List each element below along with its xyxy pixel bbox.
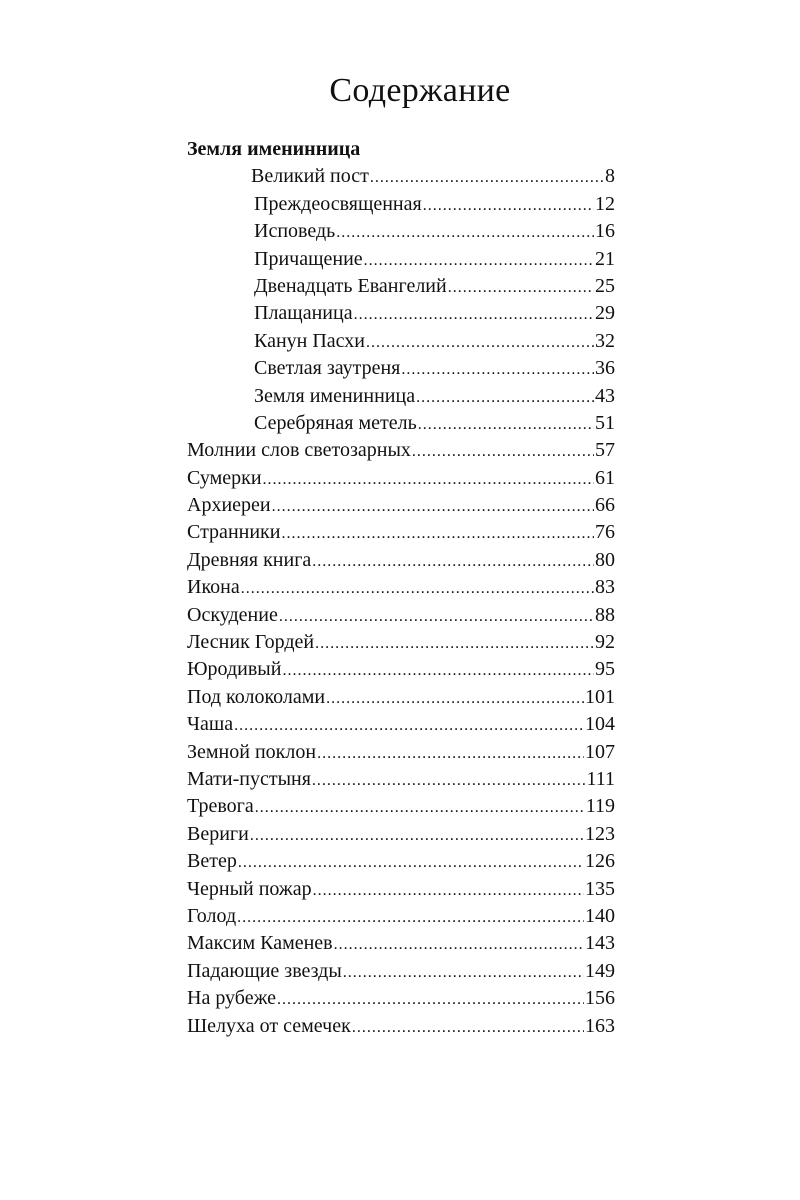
section-entries-list xyxy=(187,163,615,437)
page-title: Содержание xyxy=(329,72,511,109)
dot-leader xyxy=(279,603,594,630)
entry-page-number: 21 xyxy=(595,247,615,270)
entry-page-number: 51 xyxy=(595,411,615,434)
toc-entry xyxy=(187,848,615,875)
toc-entry xyxy=(187,821,615,848)
entry-page-number: 111 xyxy=(586,767,615,790)
entry-title: Сумерки xyxy=(187,466,262,489)
entry-page-number: 119 xyxy=(585,795,615,818)
dot-leader xyxy=(448,274,594,301)
toc-entry xyxy=(187,903,615,930)
entry-page-number: 36 xyxy=(595,357,615,380)
entry-title: Земля именинница xyxy=(254,384,416,407)
entry-title: Шелуха от семечек xyxy=(187,1014,351,1037)
dot-leader xyxy=(250,822,584,849)
entry-title: Вериги xyxy=(187,822,249,845)
toc-entry xyxy=(187,547,615,574)
toc-subentry xyxy=(187,218,615,245)
entry-title: Великий пост xyxy=(251,165,369,188)
dot-leader xyxy=(354,301,594,328)
entry-title: Древняя книга xyxy=(187,548,312,571)
entry-page-number: 163 xyxy=(585,1014,615,1037)
entry-title: На рубеже xyxy=(187,987,277,1010)
entry-title: Двенадцать Евангелий xyxy=(254,274,447,297)
dot-leader xyxy=(312,767,586,794)
dot-leader xyxy=(241,575,594,602)
dot-leader xyxy=(234,712,584,739)
entry-page-number: 57 xyxy=(595,439,615,462)
toc-entry xyxy=(187,492,615,519)
dot-leader xyxy=(343,959,584,986)
entry-page-number: 29 xyxy=(595,302,615,325)
entry-page-number: 25 xyxy=(595,274,615,297)
toc-subentry xyxy=(187,383,615,410)
entry-title: Лесник Гордей xyxy=(187,631,315,654)
entry-title: Голод xyxy=(187,904,237,927)
entry-page-number: 61 xyxy=(595,466,615,489)
entry-page-number: 66 xyxy=(595,494,615,517)
toc-entry xyxy=(187,876,615,903)
entry-page-number: 107 xyxy=(585,740,615,763)
toc-entry xyxy=(187,766,615,793)
dot-leader xyxy=(317,740,584,767)
dot-leader xyxy=(281,520,594,547)
entry-page-number: 140 xyxy=(585,904,615,927)
section-heading: Земля именинница xyxy=(187,138,361,160)
table-of-contents xyxy=(187,136,615,1040)
toc-subentry xyxy=(187,273,615,300)
entry-title: Плащаница xyxy=(254,302,353,325)
entry-page-number: 16 xyxy=(595,220,615,243)
entry-title: Максим Каменев xyxy=(187,932,333,955)
entry-title: Исповедь xyxy=(254,220,336,243)
toc-entry xyxy=(187,602,615,629)
dot-leader xyxy=(352,1014,584,1041)
entry-title: Архиереи xyxy=(187,494,271,517)
entry-title: Серебряная метель xyxy=(254,411,417,434)
dot-leader xyxy=(263,466,594,493)
entry-page-number: 101 xyxy=(585,685,615,708)
entry-title: Земной поклон xyxy=(187,740,317,763)
toc-entry xyxy=(187,574,615,601)
toc-subentry xyxy=(187,163,615,190)
entry-page-number: 43 xyxy=(595,384,615,407)
entry-title: Светлая заутреня xyxy=(254,357,401,380)
toc-subentry xyxy=(187,300,615,327)
entry-title: Икона xyxy=(187,576,240,599)
toc-subentry xyxy=(187,328,615,355)
dot-leader xyxy=(315,630,594,657)
entry-title: Странники xyxy=(187,521,281,544)
entry-page-number: 156 xyxy=(585,987,615,1010)
dot-leader xyxy=(401,356,594,383)
entry-page-number: 83 xyxy=(595,576,615,599)
toc-entry xyxy=(187,930,615,957)
entry-title: Черный пожар xyxy=(187,877,312,900)
entry-title: Преждеосвященная xyxy=(254,192,422,215)
toc-entry xyxy=(187,465,615,492)
dot-leader xyxy=(282,657,594,684)
entry-title: Ветер xyxy=(187,850,237,873)
dot-leader xyxy=(312,548,594,575)
entry-title: Канун Пасхи xyxy=(254,329,365,352)
toc-entry xyxy=(187,739,615,766)
dot-leader xyxy=(370,164,604,191)
entry-title: Причащение xyxy=(254,247,363,270)
entry-title: Мати-пустыня xyxy=(187,767,311,790)
dot-leader xyxy=(412,438,594,465)
toc-entry xyxy=(187,1013,615,1040)
toc-entry xyxy=(187,629,615,656)
entry-page-number: 92 xyxy=(595,631,615,654)
main-entries-list xyxy=(187,437,615,1040)
toc-entry xyxy=(187,985,615,1012)
toc-entry xyxy=(187,793,615,820)
entry-page-number: 12 xyxy=(595,192,615,215)
toc-subentry xyxy=(187,191,615,218)
dot-leader xyxy=(416,384,594,411)
toc-entry xyxy=(187,684,615,711)
entry-title: Юродивый xyxy=(187,658,282,681)
entry-page-number: 104 xyxy=(585,713,615,736)
dot-leader xyxy=(423,192,594,219)
dot-leader xyxy=(313,877,584,904)
toc-subentry xyxy=(187,355,615,382)
toc-entry xyxy=(187,519,615,546)
toc-entry xyxy=(187,656,615,683)
dot-leader xyxy=(334,931,584,958)
dot-leader xyxy=(238,849,584,876)
entry-page-number: 32 xyxy=(595,329,615,352)
entry-title: Под колоколами xyxy=(187,685,326,708)
entry-page-number: 88 xyxy=(595,603,615,626)
dot-leader xyxy=(272,493,594,520)
entry-page-number: 80 xyxy=(595,548,615,571)
entry-page-number: 126 xyxy=(585,850,615,873)
toc-subentry xyxy=(187,246,615,273)
entry-title: Оскудение xyxy=(187,603,278,626)
dot-leader xyxy=(366,329,594,356)
entry-page-number: 123 xyxy=(585,822,615,845)
entry-page-number: 8 xyxy=(605,165,615,188)
entry-title: Тревога xyxy=(187,795,254,818)
entry-page-number: 76 xyxy=(595,521,615,544)
entry-page-number: 149 xyxy=(585,959,615,982)
entry-title: Чаша xyxy=(187,713,234,736)
dot-leader xyxy=(418,411,594,438)
entry-title: Падающие звезды xyxy=(187,959,342,982)
dot-leader xyxy=(237,904,584,931)
toc-subentry xyxy=(187,410,615,437)
dot-leader xyxy=(255,794,585,821)
entry-page-number: 143 xyxy=(585,932,615,955)
toc-entry xyxy=(187,958,615,985)
toc-entry xyxy=(187,437,615,464)
dot-leader xyxy=(364,247,594,274)
dot-leader xyxy=(277,986,584,1013)
entry-page-number: 135 xyxy=(585,877,615,900)
dot-leader xyxy=(336,219,594,246)
toc-entry xyxy=(187,711,615,738)
entry-title: Молнии слов светозарных xyxy=(187,439,411,462)
dot-leader xyxy=(326,685,584,712)
entry-page-number: 95 xyxy=(595,658,615,681)
